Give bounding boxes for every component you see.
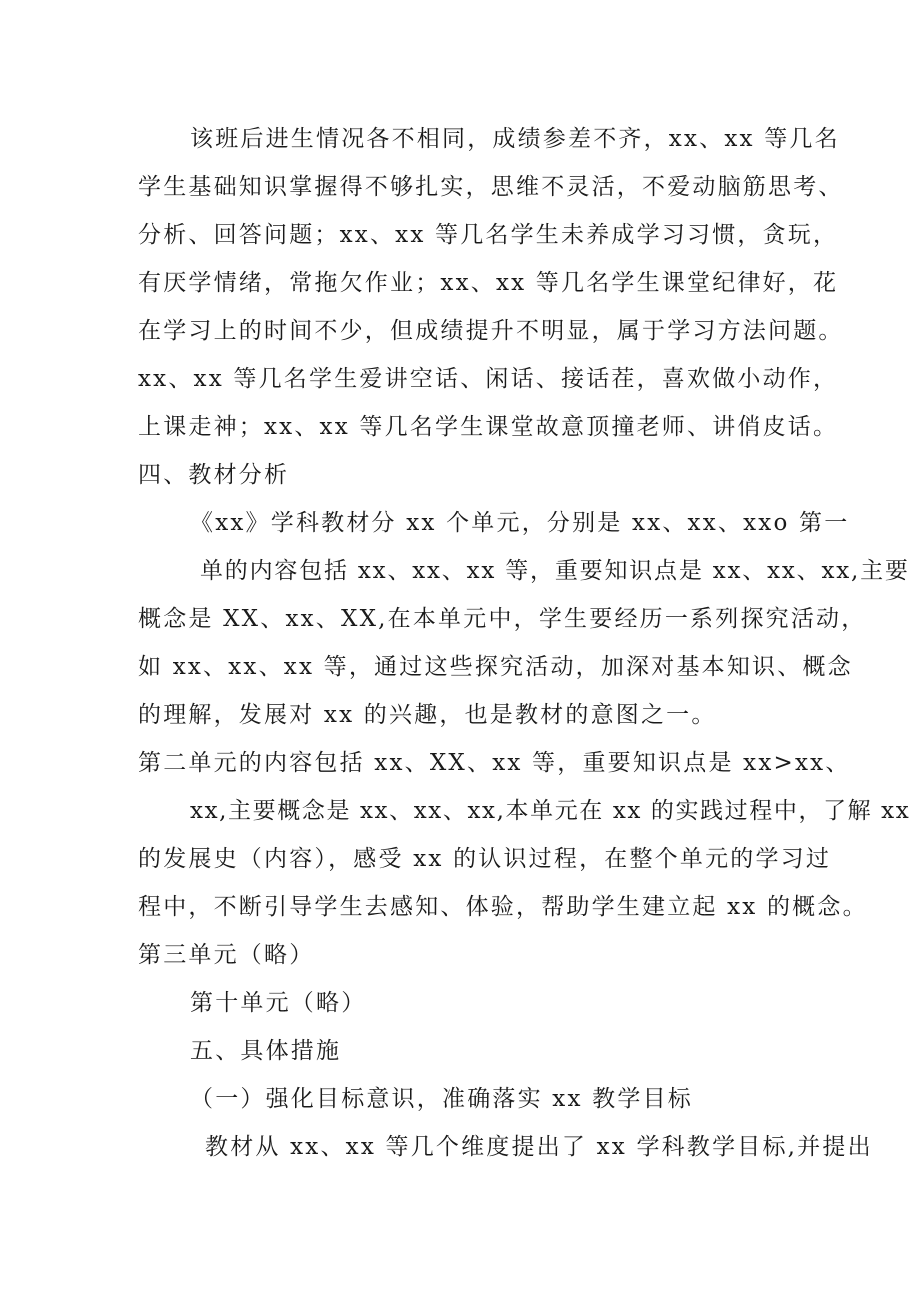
section-heading: 四、教材分析	[138, 462, 290, 488]
paragraph-line: 该班后进生情况各不相同，成绩参差不齐，xx、xx 等几名	[190, 126, 840, 152]
paragraph-line: xx,主要概念是 xx、xx、xx,本单元在 xx 的实践过程中，了解 xx	[190, 798, 911, 824]
paragraph-line: 第十单元（略）	[190, 990, 367, 1016]
paragraph-line: 教材从 xx、xx 等几个维度提出了 xx 学科教学目标,并提出	[205, 1134, 873, 1160]
paragraph-line: 有厌学情绪，常拖欠作业；xx、xx 等几名学生课堂纪律好，花	[138, 270, 839, 296]
paragraph-line: 单的内容包括 xx、xx、xx 等，重要知识点是 xx、xx、xx,主要	[200, 558, 910, 584]
paragraph-line: 第二单元的内容包括 xx、XX、xx 等，重要知识点是 xx>xx、	[138, 750, 851, 776]
paragraph-line: xx、xx 等几名学生爱讲空话、闲话、接话茬，喜欢做小动作，	[138, 366, 839, 392]
subsection-heading: （一）强化目标意识，准确落实 xx 教学目标	[190, 1086, 693, 1112]
paragraph-line: 的理解，发展对 xx 的兴趣，也是教材的意图之一。	[138, 702, 717, 728]
section-heading: 五、具体措施	[190, 1038, 342, 1064]
paragraph-line: 学生基础知识掌握得不够扎实，思维不灵活，不爱动脑筋思考、	[138, 174, 844, 200]
paragraph-line: 上课走神；xx、xx 等几名学生课堂故意顶撞老师、讲俏皮话。	[138, 414, 839, 440]
paragraph-line: 第三单元（略）	[138, 942, 315, 968]
paragraph-line: 《xx》学科教材分 xx 个单元，分别是 xx、xx、xxo 第一	[190, 510, 850, 536]
paragraph-line: 概念是 XX、xx、XX,在本单元中，学生要经历一系列探究活动，	[138, 606, 867, 632]
paragraph-line: 分析、回答问题；xx、xx 等几名学生未养成学习习惯，贪玩，	[138, 222, 839, 248]
paragraph-line: 的发展史（内容），感受 xx 的认识过程，在整个单元的学习过	[138, 846, 832, 872]
paragraph-line: 程中，不断引导学生去感知、体验，帮助学生建立起 xx 的概念。	[138, 894, 868, 920]
paragraph-line: 在学习上的时间不少，但成绩提升不明显，属于学习方法问题。	[138, 318, 844, 344]
paragraph-line: 如 xx、xx、xx 等，通过这些探究活动，加深对基本知识、概念	[138, 654, 853, 680]
